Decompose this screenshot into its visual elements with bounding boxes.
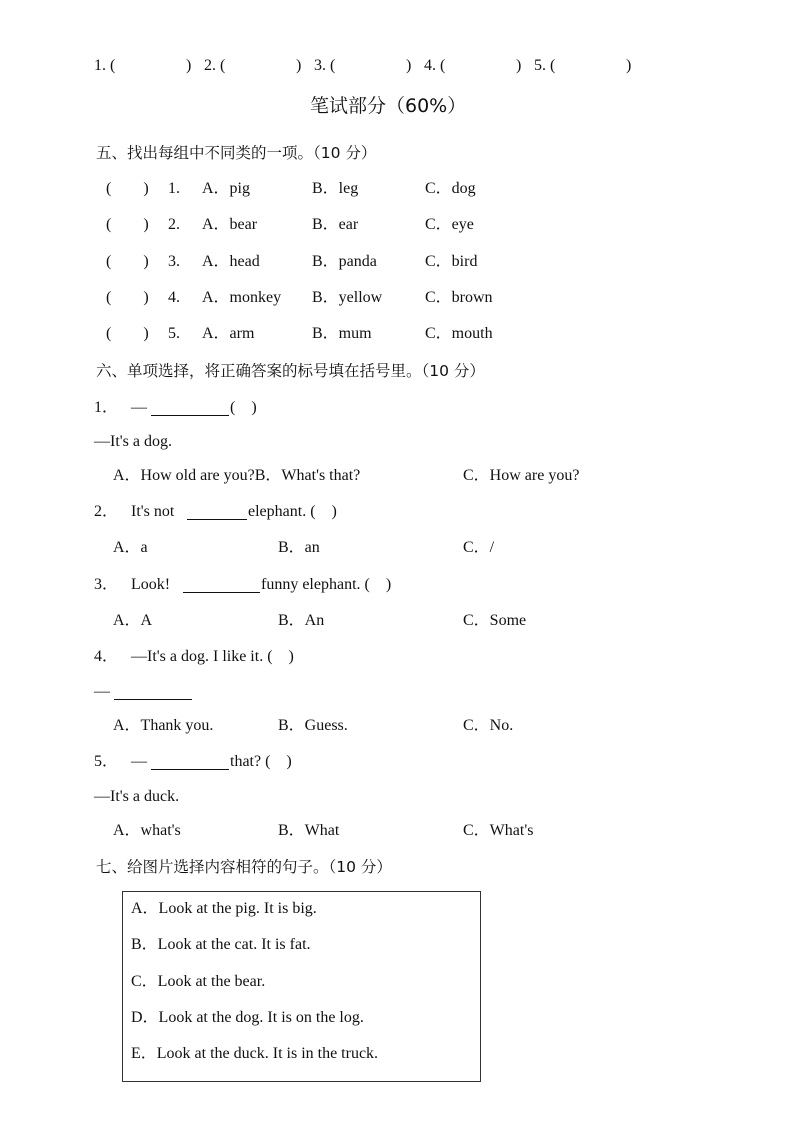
answer-bracket: ( ) [106,216,149,233]
q1-dash: — [131,399,147,416]
q1-reply: —It's a dog. [94,433,172,450]
q3-text-before: Look! [131,576,175,593]
q3-option-b: B．An [278,612,325,629]
q1-blank [151,399,229,416]
q3-text-after: funny elephant. ( ) [261,576,392,593]
q5-dash: — [131,753,147,770]
top-answer-3-close: ) [406,57,412,74]
option-b: B．ear [312,216,359,233]
q5-blank [151,753,229,770]
top-answer-2-close: ) [296,57,302,74]
q3-blank [183,576,260,593]
q2-text-after: elephant. ( ) [248,503,337,520]
q4-option-a: A．Thank you. [113,717,214,734]
option-b: B．yellow [312,289,383,306]
q5-option-b: B．What [278,822,340,839]
section6-heading: 六、单项选择，将正确答案的标号填在括号里。（10 分） [96,362,485,380]
option-a: A．arm [202,325,255,342]
q4-reply-blank [114,683,192,700]
q1-answer-bracket: ( ) [230,399,257,416]
q1-option-c: C．How are you? [463,467,580,484]
q2-number: 2． [94,503,119,520]
option-c: C．mouth [425,325,493,342]
sentence-option-c: C．Look at the bear. [131,973,266,990]
option-a: A．bear [202,216,258,233]
q4-option-b: B．Guess. [278,717,348,734]
top-answer-5-open: 5. ( [534,57,556,74]
written-part-title: 笔试部分（60%） [310,95,467,117]
option-a: A．monkey [202,289,282,306]
top-answer-4-close: ) [516,57,522,74]
answer-bracket: ( ) [106,325,149,342]
q2-option-b: B．an [278,539,320,556]
answer-bracket: ( ) [106,289,149,306]
section5-heading: 五、找出每组中不同类的一项。（10 分） [96,144,377,162]
q5-number: 5． [94,753,119,770]
sentence-option-a: A．Look at the pig. It is big. [131,900,317,917]
option-c: C．bird [425,253,478,270]
q5-reply: —It's a duck. [94,788,180,805]
item-number: 3. [168,253,180,270]
option-c: C．eye [425,216,474,233]
option-b: B．leg [312,180,359,197]
option-c: C．brown [425,289,493,306]
item-number: 1. [168,180,180,197]
answer-bracket: ( ) [106,180,149,197]
top-answer-1-open: 1. ( [94,57,116,74]
top-answer-2-open: 2. ( [204,57,226,74]
q5-text-after: that? ( ) [230,753,292,770]
sentence-option-e: E．Look at the duck. It is in the truck. [131,1045,379,1062]
q2-blank [187,503,247,520]
sentence-option-d: D．Look at the dog. It is on the log. [131,1009,364,1026]
top-answer-1-close: ) [186,57,192,74]
q4-number: 4． [94,648,119,665]
option-c: C．dog [425,180,476,197]
item-number: 2. [168,216,180,233]
answer-bracket: ( ) [106,253,149,270]
top-answer-5-close: ) [626,57,632,74]
item-number: 5. [168,325,180,342]
option-a: A．pig [202,180,251,197]
q1-options-ab: A．How old are you?B．What's that? [113,467,361,484]
top-answer-4-open: 4. ( [424,57,446,74]
option-b: B．panda [312,253,377,270]
section7-heading: 七、给图片选择内容相符的句子。（10 分） [96,858,392,876]
q3-option-a: A．A [113,612,153,629]
sentence-option-b: B．Look at the cat. It is fat. [131,936,311,953]
q3-number: 3． [94,576,119,593]
q1-number: 1． [94,399,119,416]
top-answer-3-open: 3. ( [314,57,336,74]
item-number: 4. [168,289,180,306]
option-a: A．head [202,253,260,270]
q4-text: —It's a dog. I like it. ( ) [131,648,294,665]
q5-option-c: C．What's [463,822,534,839]
q2-option-c: C．/ [463,539,495,556]
option-b: B．mum [312,325,372,342]
q2-option-a: A．a [113,539,148,556]
q4-option-c: C．No. [463,717,514,734]
q4-reply-dash: — [94,683,110,700]
q3-option-c: C．Some [463,612,527,629]
q2-text-before: It's not [131,503,179,520]
q5-option-a: A．what's [113,822,181,839]
